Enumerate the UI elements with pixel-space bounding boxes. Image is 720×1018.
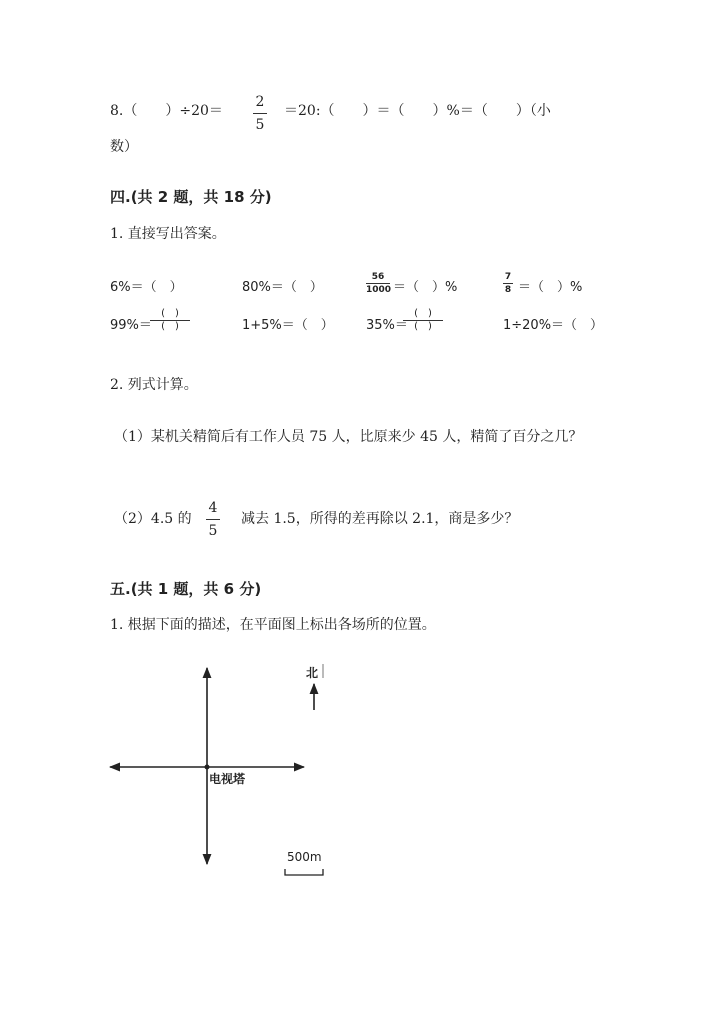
section4-q2-2-right: 减去 1.5，所得的差再除以 2.1，商是多少？ <box>241 511 519 527</box>
blank-numerator: ( ) <box>414 308 432 319</box>
q8-fraction-denominator: 5 <box>255 117 265 133</box>
tv-tower-label: 电视塔 <box>209 772 246 786</box>
answer-6-percent: 6%＝（ ） <box>110 280 183 295</box>
fraction-1000-denominator: 1000 <box>366 285 392 295</box>
section4-q1-title: 1. 直接写出答案。 <box>110 226 226 242</box>
fraction-7-numerator: 7 <box>504 272 512 282</box>
q8-wrap-text: 数） <box>110 139 138 155</box>
blank-numerator: ( ) <box>161 308 179 319</box>
answer-56-1000-tail: ＝（ ）% <box>393 280 458 295</box>
blank-denominator: ( ) <box>161 321 179 332</box>
q8-left-text: 8.（ ）÷20＝ <box>110 103 223 119</box>
q2-2-fraction-denominator: 5 <box>208 523 218 539</box>
section5-q1-title: 1. 根据下面的描述，在平面图上标出各场所的位置。 <box>110 617 436 633</box>
section4-q2-title: 2. 列式计算。 <box>110 377 198 393</box>
section5-heading: 五.(共 1 题，共 6 分) <box>110 580 262 598</box>
section4-q2-2-left: （2）4.5 的 <box>114 511 192 527</box>
scale-bar <box>285 869 323 875</box>
north-label: 北 <box>306 666 319 680</box>
answer-7-8-tail: ＝（ ）% <box>518 280 583 295</box>
section4-heading: 四.(共 2 题，共 18 分) <box>110 188 272 206</box>
tv-tower-dot <box>205 765 210 770</box>
q2-2-fraction-numerator: 4 <box>208 500 218 516</box>
answer-35-percent: 35%＝ <box>366 318 408 333</box>
q8-fraction-numerator: 2 <box>255 94 265 110</box>
section4-q2-1: （1）某机关精简后有工作人员 75 人，比原来少 45 人，精简了百分之几？ <box>114 429 583 445</box>
scale-label: 500m <box>287 850 322 864</box>
fraction-8-denominator: 8 <box>504 285 512 295</box>
q8-right-text: ＝20:（ ）＝（ ）%＝（ ）（小 <box>284 103 551 119</box>
answer-1-div-20-percent: 1÷20%＝（ ） <box>503 318 604 333</box>
answer-80-percent: 80%＝（ ） <box>242 280 323 295</box>
fraction-56-numerator: 56 <box>371 272 385 282</box>
answer-99-percent: 99%＝ <box>110 318 152 333</box>
blank-denominator: ( ) <box>414 321 432 332</box>
answer-1-plus-5-percent: 1+5%＝（ ） <box>242 318 334 333</box>
